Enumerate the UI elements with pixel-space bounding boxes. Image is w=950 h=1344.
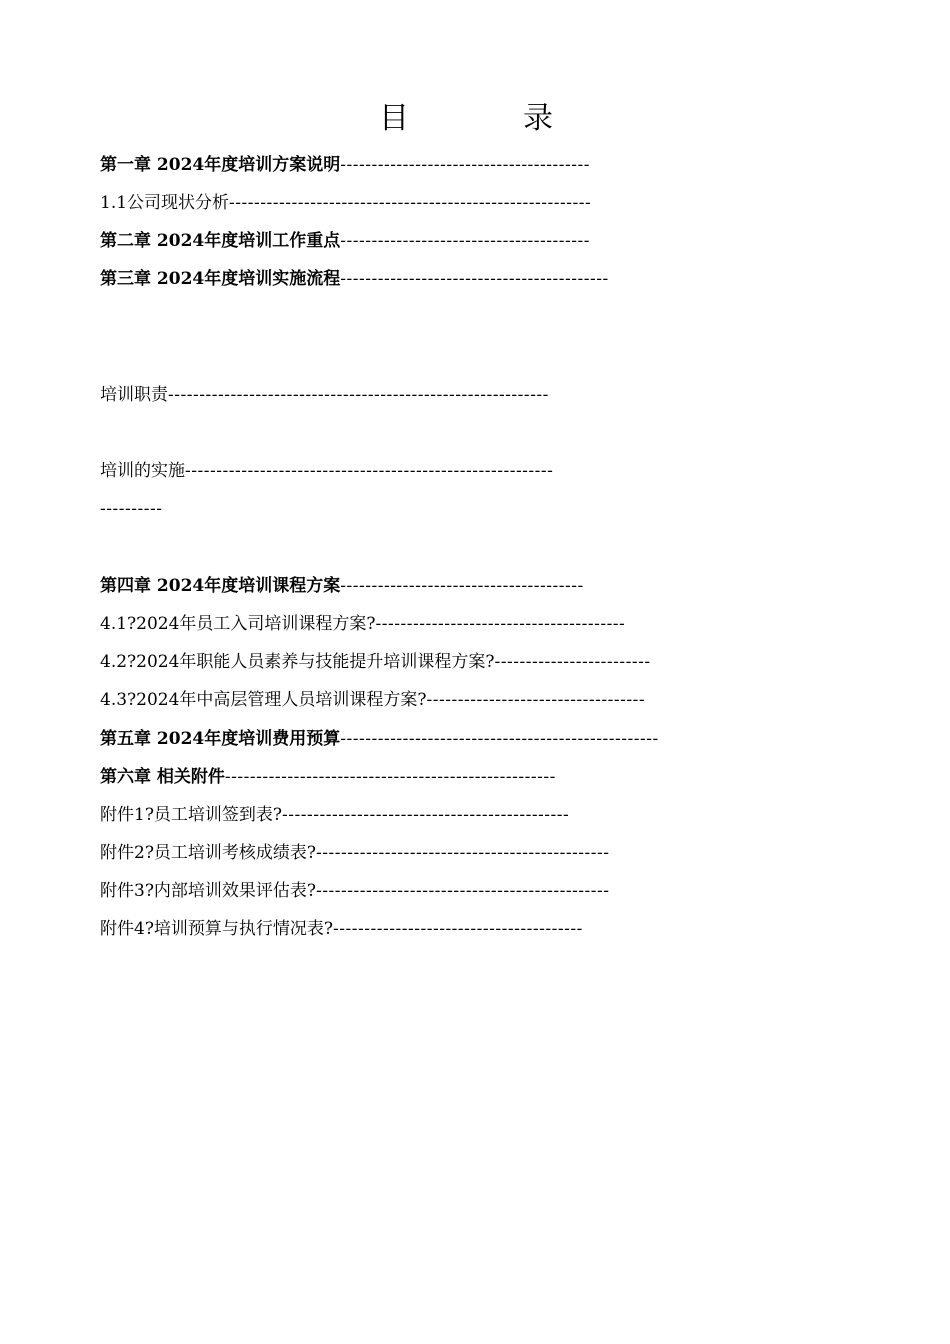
toc-entry-appendix-2[interactable]: [100, 842, 610, 864]
toc-entry-section-1-1[interactable]: [100, 192, 591, 214]
toc-dot-leader: -------------------------------------------------------------: [168, 385, 549, 405]
toc-entry-label: 培训的实施: [100, 461, 185, 481]
toc-dot-leader: ---------------------------------------------------: [340, 729, 659, 749]
toc-entry-label: 附件1?员工培训签到表?: [100, 805, 283, 825]
toc-entry-training-duties[interactable]: [100, 384, 549, 406]
toc-dot-leader: ----------------------------------------: [333, 919, 583, 939]
toc-dot-leader: ----------------------------------------: [375, 614, 626, 634]
toc-entry-chapter-5[interactable]: [100, 728, 659, 750]
toc-entry-training-implementation[interactable]: [100, 460, 553, 482]
toc-entry-chapter-4[interactable]: [100, 575, 584, 597]
page-title: 目 录: [379, 101, 595, 136]
toc-dot-leader: ----------------------------------------------------------: [229, 193, 592, 213]
toc-entry-label: 附件3?内部培训效果评估表?: [100, 881, 317, 901]
toc-entry-label: 第六章 相关附件: [100, 767, 225, 787]
toc-entry-label: 4.3?2024年中高层管理人员培训课程方案?: [100, 690, 427, 710]
toc-dot-leader: -------------------------: [494, 652, 651, 672]
toc-entry-label: 1.1公司现状分析: [100, 193, 230, 213]
toc-dot-leader: ----------------------------------------: [340, 155, 590, 175]
toc-dot-leader: -----------------------------------------------------------: [185, 461, 554, 481]
toc-entry-label: 培训职责: [100, 385, 168, 405]
toc-entry-section-4-1[interactable]: [100, 613, 625, 635]
toc-entry-appendix-4[interactable]: [100, 918, 583, 940]
toc-entry-section-4-2[interactable]: [100, 651, 651, 673]
toc-entry-continuation: [100, 498, 162, 520]
toc-entry-chapter-6[interactable]: [100, 766, 556, 788]
toc-entry-appendix-1[interactable]: [100, 804, 569, 826]
toc-entry-label: 附件4?培训预算与执行情况表?: [100, 919, 334, 939]
toc-dot-leader: -------------------------------------------: [340, 269, 609, 289]
toc-entry-label: 第一章 2024年度培训方案说明: [100, 155, 341, 175]
toc-entry-label: 附件2?员工培训考核成绩表?: [100, 843, 317, 863]
toc-dot-leader: -----------------------------------------------: [316, 881, 610, 901]
toc-entry-chapter-2[interactable]: [100, 230, 590, 252]
toc-entry-label: 第四章 2024年度培训课程方案: [100, 576, 341, 596]
toc-dot-leader: ---------------------------------------: [340, 576, 584, 596]
toc-dot-leader: -----------------------------------: [426, 690, 646, 710]
toc-entry-label: 第三章 2024年度培训实施流程: [100, 269, 341, 289]
toc-entry-chapter-1[interactable]: [100, 154, 590, 176]
toc-entry-appendix-3[interactable]: [100, 880, 610, 902]
toc-dot-leader: ----------------------------------------: [340, 231, 590, 251]
toc-entry-label: 第二章 2024年度培训工作重点: [100, 231, 341, 251]
toc-dot-leader: -----------------------------------------------: [316, 843, 610, 863]
toc-entry-label: 4.2?2024年职能人员素养与技能提升培训课程方案?: [100, 652, 495, 672]
toc-dot-leader: ----------: [100, 499, 163, 519]
toc-dot-leader: -----------------------------------------------------: [224, 767, 556, 787]
toc-entry-section-4-3[interactable]: [100, 689, 645, 711]
toc-entry-label: 第五章 2024年度培训费用预算: [100, 729, 341, 749]
toc-entry-chapter-3[interactable]: [100, 268, 609, 290]
toc-entry-label: 4.1?2024年员工入司培训课程方案?: [100, 614, 376, 634]
toc-dot-leader: ----------------------------------------------: [282, 805, 570, 825]
